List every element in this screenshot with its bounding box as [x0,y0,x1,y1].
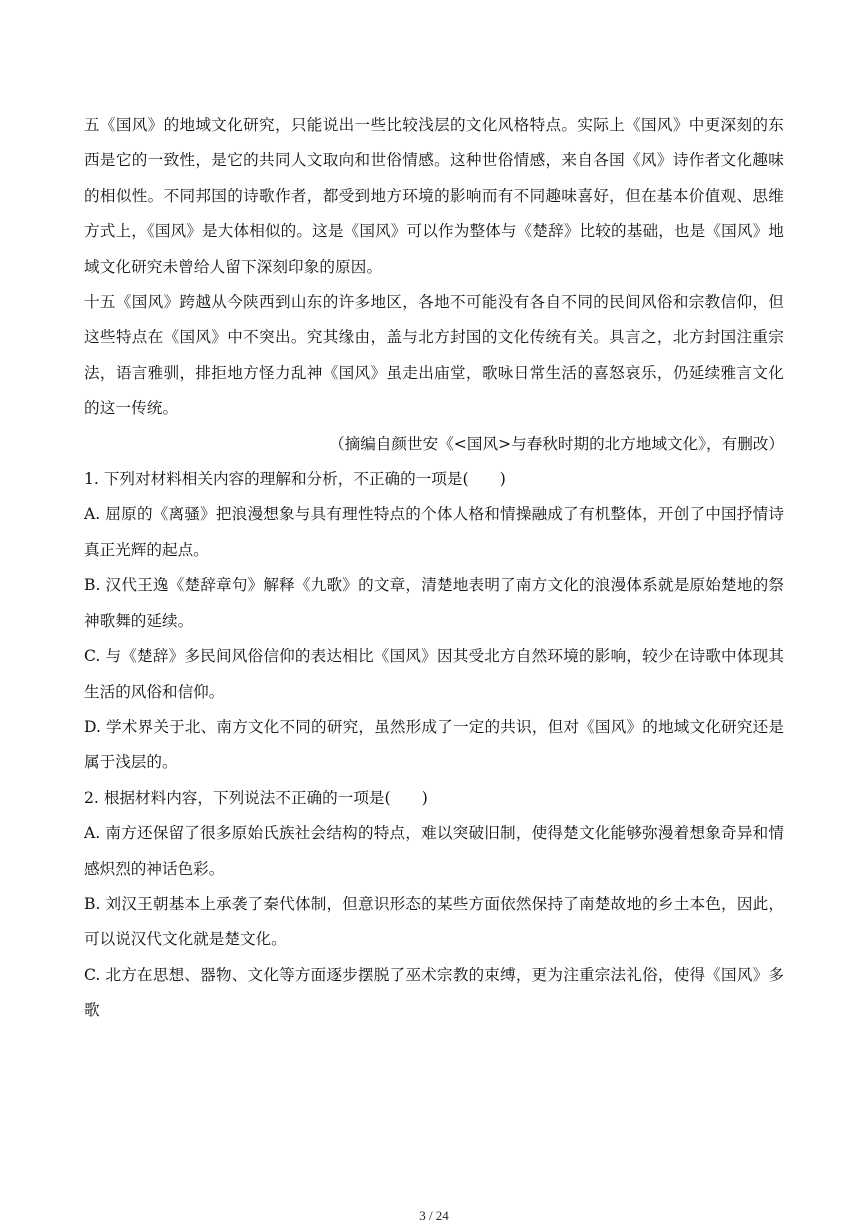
question-1-option-c: C. 与《楚辞》多民间风俗信仰的表达相比《国风》因其受北方自然环境的影响，较少在诗歌中体现其生活的风俗和信仰。 [84,647,784,701]
question-1-stem: 1. 下列对材料相关内容的理解和分析，不正确的一项是( ) [84,470,506,489]
question-2-option-c: C. 北方在思想、器物、文化等方面逐步摆脱了巫术宗教的束缚，更为注重宗法礼俗，使得《国风》多歌 [84,965,784,1020]
page-number: 3 / 24 [419,1208,449,1223]
source-citation: （摘编自颜世安《<国风>与春秋时期的北方地域文化》，有删改） [329,434,784,453]
paragraph-1: 五《国风》的地域文化研究，只能说出一些比较浅层的文化风格特点。实际上《国风》中更深刻的东西是它的一致性，是它的共同人文取向和世俗情感。这种世俗情感，来自各国《风》诗作者文化趣味的相似性。不同邦国的诗歌作者，都受到地方环境的影响而有不同趣味喜好，但在基本价值观、思维方式上，《国风》是大体相似的。这是《国风》可以作为整体与《楚辞》比较的基础，也是《国风》地域文化研究未曾给人留下深刻印象的原因。 [84,116,784,276]
question-1 [84,462,784,781]
question-2-option-a: A. 南方还保留了很多原始氏族社会结构的特点，难以突破旧制，使得楚文化能够弥漫着想象奇异和情感炽烈的神话色彩。 [84,824,784,878]
document-page [84,108,784,1029]
question-2-option-b: B. 刘汉王朝基本上承袭了秦代体制，但意识形态的某些方面依然保持了南楚故地的乡土本色，因此，可以说汉代文化就是楚文化。 [84,894,784,949]
paragraph-2: 十五《国风》跨越从今陕西到山东的许多地区，各地不可能没有各自不同的民间风俗和宗教信仰，但这些特点在《国风》中不突出。究其缘由，盖与北方封国的文化传统有关。具言之，北方封国注重宗法，语言雅驯，排拒地方怪力乱神《国风》虽走出庙堂，歌咏日常生活的喜怒哀乐，仍延续雅言文化的这一传统。 [84,293,784,418]
question-1-option-d: D. 学术界关于北、南方文化不同的研究，虽然形成了一定的共识，但对《国风》的地域文化研究还是属于浅层的。 [84,717,784,772]
question-1-option-a: A. 屈原的《离骚》把浪漫想象与具有理性特点的个体人格和情操融成了有机整体，开创了中国抒情诗真正光辉的起点。 [84,505,784,559]
question-2-stem: 2. 根据材料内容，下列说法不正确的一项是( ) [84,788,428,807]
question-1-option-b: B. 汉代王逸《楚辞章句》解释《九歌》的文章，清楚地表明了南方文化的浪漫体系就是原始楚地的祭神歌舞的延续。 [84,576,784,630]
question-2 [84,781,784,1029]
